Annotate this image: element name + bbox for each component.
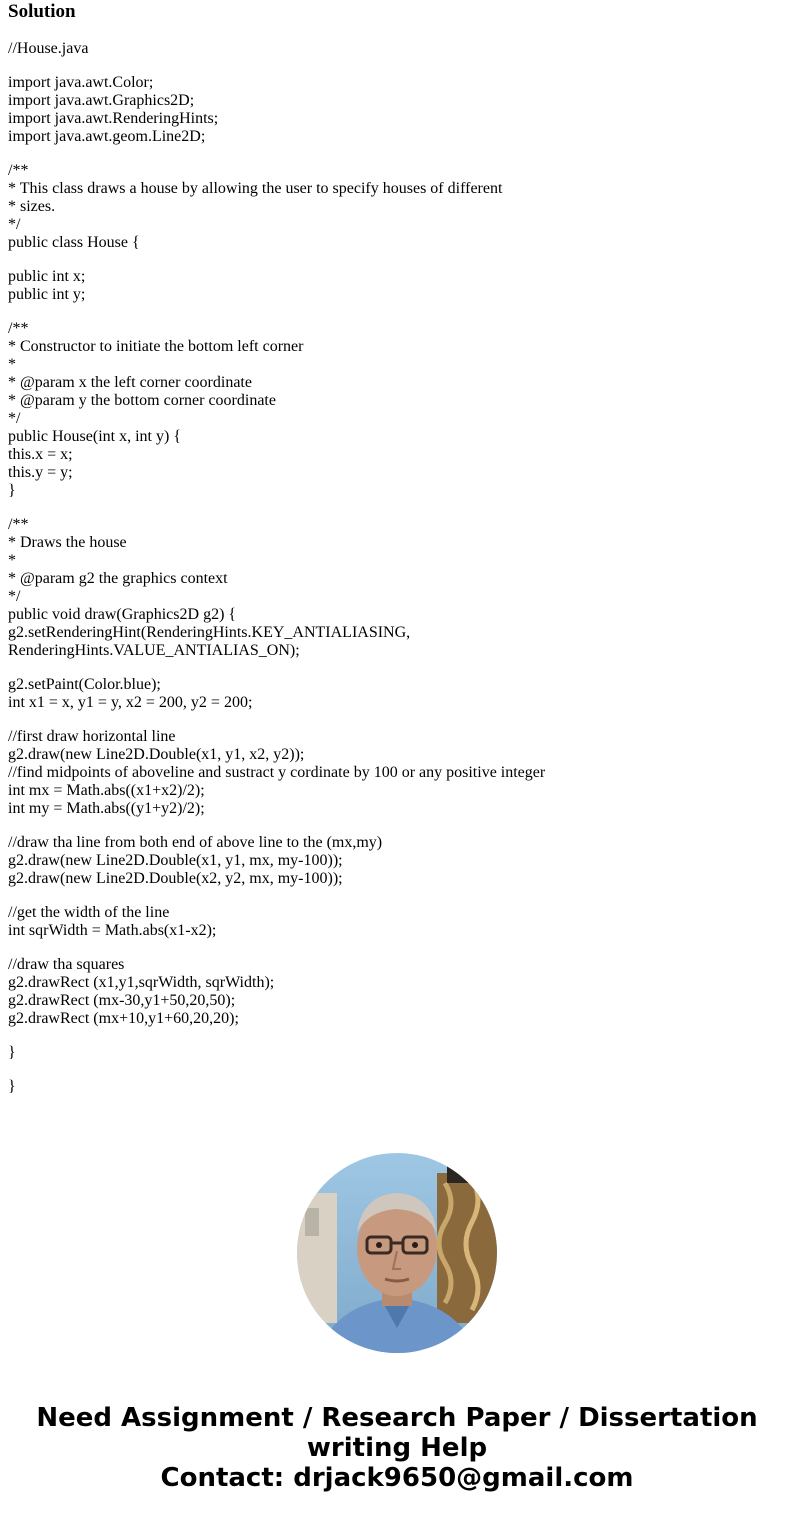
code-block-gap — [8, 1062, 545, 1078]
code-line: */ — [8, 216, 21, 233]
footer-line-2: writing Help — [306, 1433, 488, 1463]
code-line: //first draw horizontal line — [8, 728, 176, 745]
code-block-gap — [8, 712, 545, 728]
code-block-gap — [8, 940, 545, 956]
code-line: /** — [8, 320, 29, 337]
code-line: RenderingHints.VALUE_ANTIALIAS_ON); — [8, 642, 300, 659]
code-block-gap — [8, 888, 545, 904]
code-line: /** — [8, 162, 29, 179]
code-line: * — [8, 356, 16, 373]
footer-contact: Contact: drjack9650@gmail.com — [160, 1463, 634, 1493]
author-avatar — [297, 1153, 497, 1353]
code-line: import java.awt.Color; — [8, 74, 154, 91]
code-line: //get the width of the line — [8, 904, 170, 921]
code-line: //find midpoints of aboveline and sustract y cordinate by 100 or any positive integer — [8, 764, 546, 781]
code-line: //draw tha line from both end of above line to the (mx,my) — [8, 834, 383, 851]
code-line: public int x; — [8, 268, 86, 285]
code-line: g2.draw(new Line2D.Double(x2, y2, mx, my-100)); — [8, 870, 343, 887]
code-line: } — [8, 1078, 16, 1095]
code-line: //draw tha squares — [8, 956, 125, 973]
code-line: * Draws the house — [8, 534, 127, 551]
code-line: public int y; — [8, 286, 86, 303]
code-line: this.x = x; — [8, 446, 73, 463]
code-line: int x1 = x, y1 = y, x2 = 200, y2 = 200; — [8, 694, 253, 711]
code-line: //House.java — [8, 40, 89, 57]
code-line: int mx = Math.abs((x1+x2)/2); — [8, 782, 205, 799]
code-line: } — [8, 482, 16, 499]
code-line: */ — [8, 410, 21, 427]
code-line: g2.draw(new Line2D.Double(x1, y1, x2, y2)); — [8, 746, 305, 763]
code-line: this.y = y; — [8, 464, 73, 481]
code-line: /** — [8, 516, 29, 533]
code-line: * This class draws a house by allowing the user to specify houses of different — [8, 180, 503, 197]
code-line: public class House { — [8, 234, 140, 251]
code-line: g2.drawRect (x1,y1,sqrWidth, sqrWidth); — [8, 974, 275, 991]
code-line: public void draw(Graphics2D g2) { — [8, 606, 237, 623]
code-block-gap — [8, 58, 545, 74]
code-line: g2.draw(new Line2D.Double(x1, y1, mx, my-100)); — [8, 852, 343, 869]
code-line: } — [8, 1044, 16, 1061]
code-line: * — [8, 552, 16, 569]
code-line: g2.drawRect (mx+10,y1+60,20,20); — [8, 1010, 239, 1027]
footer-banner — [0, 1403, 794, 1493]
code-listing — [8, 40, 545, 1096]
code-block-gap — [8, 1028, 545, 1044]
code-line: * @param x the left corner coordinate — [8, 374, 252, 391]
code-line: g2.setPaint(Color.blue); — [8, 676, 161, 693]
code-line: int my = Math.abs((y1+y2)/2); — [8, 800, 205, 817]
code-block-gap — [8, 146, 545, 162]
code-block-gap — [8, 304, 545, 320]
code-line: public House(int x, int y) { — [8, 428, 181, 445]
code-line: g2.drawRect (mx-30,y1+50,20,50); — [8, 992, 236, 1009]
code-line: * @param y the bottom corner coordinate — [8, 392, 276, 409]
code-line: * sizes. — [8, 198, 56, 215]
footer-line-1: Need Assignment / Research Paper / Dissertation — [36, 1403, 758, 1433]
page-heading: Solution — [8, 1, 76, 22]
code-line: */ — [8, 588, 21, 605]
code-line: * Constructor to initiate the bottom left corner — [8, 338, 304, 355]
code-block-gap — [8, 818, 545, 834]
code-block-gap — [8, 660, 545, 676]
code-line: int sqrWidth = Math.abs(x1-x2); — [8, 922, 217, 939]
code-block-gap — [8, 500, 545, 516]
portrait-image — [297, 1153, 497, 1353]
code-line: import java.awt.Graphics2D; — [8, 92, 195, 109]
code-line: import java.awt.RenderingHints; — [8, 110, 219, 127]
code-line: import java.awt.geom.Line2D; — [8, 128, 206, 145]
code-line: * @param g2 the graphics context — [8, 570, 228, 587]
code-line: g2.setRenderingHint(RenderingHints.KEY_ANTIALIASING, — [8, 624, 411, 641]
code-block-gap — [8, 252, 545, 268]
